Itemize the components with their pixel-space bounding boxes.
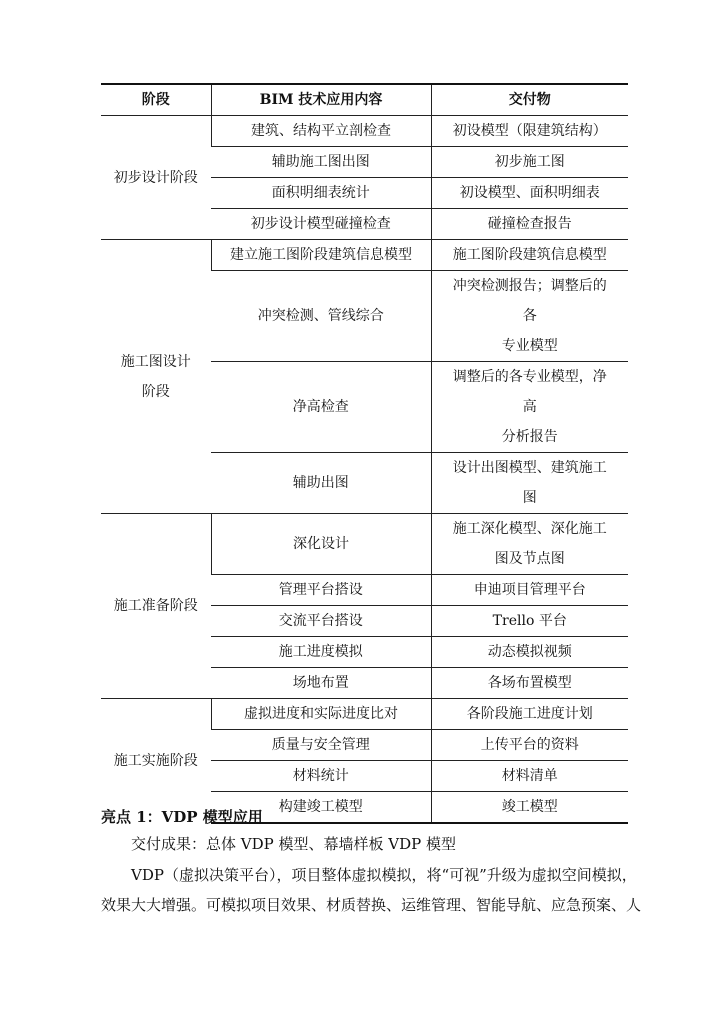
table-row (101, 514, 628, 575)
content-cell: 建立施工图阶段建筑信息模型 (211, 240, 431, 271)
stage-cell: 施工实施阶段 (101, 699, 211, 824)
table-row (101, 699, 628, 730)
content-cell: 深化设计 (211, 514, 431, 575)
deliverable-cell: 各场布置模型 (431, 668, 628, 699)
stage-cell: 施工准备阶段 (101, 514, 211, 699)
section-heading: 亮点 1：VDP 模型应用 (101, 808, 263, 826)
stage-cell: 施工图设计 阶段 (101, 240, 211, 514)
content-cell: 虚拟进度和实际进度比对 (211, 699, 431, 730)
header-stage: 阶段 (101, 84, 211, 116)
deliverable-cell: Trello 平台 (431, 606, 628, 637)
content-cell: 施工进度模拟 (211, 637, 431, 668)
content-cell: 场地布置 (211, 668, 431, 699)
stage-cell: 初步设计阶段 (101, 116, 211, 240)
content-cell: 交流平台搭设 (211, 606, 431, 637)
deliverable-cell: 申迪项目管理平台 (431, 575, 628, 606)
table-row (101, 240, 628, 271)
deliverable-cell: 竣工模型 (431, 792, 628, 824)
paragraph-deliverables: 交付成果：总体 VDP 模型、幕墙样板 VDP 模型 (131, 835, 456, 853)
deliverable-cell: 施工图阶段建筑信息模型 (431, 240, 628, 271)
deliverable-cell: 初步施工图 (431, 147, 628, 178)
deliverable-cell: 设计出图模型、建筑施工 图 (431, 453, 628, 514)
deliverable-cell: 碰撞检查报告 (431, 209, 628, 240)
deliverable-cell: 冲突检测报告；调整后的 各 专业模型 (431, 271, 628, 362)
deliverable-cell: 初设模型（限建筑结构） (431, 116, 628, 147)
table-row (101, 116, 628, 147)
deliverable-cell: 调整后的各专业模型，净 高 分析报告 (431, 362, 628, 453)
deliverable-cell: 材料清单 (431, 761, 628, 792)
paragraph-vdp-line1: VDP（虚拟决策平台），项目整体虚拟模拟，将“可视”升级为虚拟空间模拟， (131, 866, 637, 884)
content-cell: 面积明细表统计 (211, 178, 431, 209)
table-header-row (101, 84, 628, 116)
paragraph-vdp-line2: 效果大大增强。可模拟项目效果、材质替换、运维管理、智能导航、应急预案、人 (101, 896, 642, 914)
content-cell: 质量与安全管理 (211, 730, 431, 761)
deliverable-cell: 上传平台的资料 (431, 730, 628, 761)
deliverable-cell: 施工深化模型、深化施工 图及节点图 (431, 514, 628, 575)
content-cell: 建筑、结构平立剖检查 (211, 116, 431, 147)
header-deliverable: 交付物 (431, 84, 628, 116)
deliverable-cell: 初设模型、面积明细表 (431, 178, 628, 209)
content-cell: 构建竣工模型 (211, 792, 431, 824)
content-cell: 材料统计 (211, 761, 431, 792)
bim-application-table (101, 83, 628, 824)
content-cell: 初步设计模型碰撞检查 (211, 209, 431, 240)
content-cell: 净高检查 (211, 362, 431, 453)
deliverable-cell: 动态模拟视频 (431, 637, 628, 668)
deliverable-cell: 各阶段施工进度计划 (431, 699, 628, 730)
header-content: BIM 技术应用内容 (211, 84, 431, 116)
content-cell: 辅助出图 (211, 453, 431, 514)
content-cell: 冲突检测、管线综合 (211, 271, 431, 362)
content-cell: 管理平台搭设 (211, 575, 431, 606)
content-cell: 辅助施工图出图 (211, 147, 431, 178)
